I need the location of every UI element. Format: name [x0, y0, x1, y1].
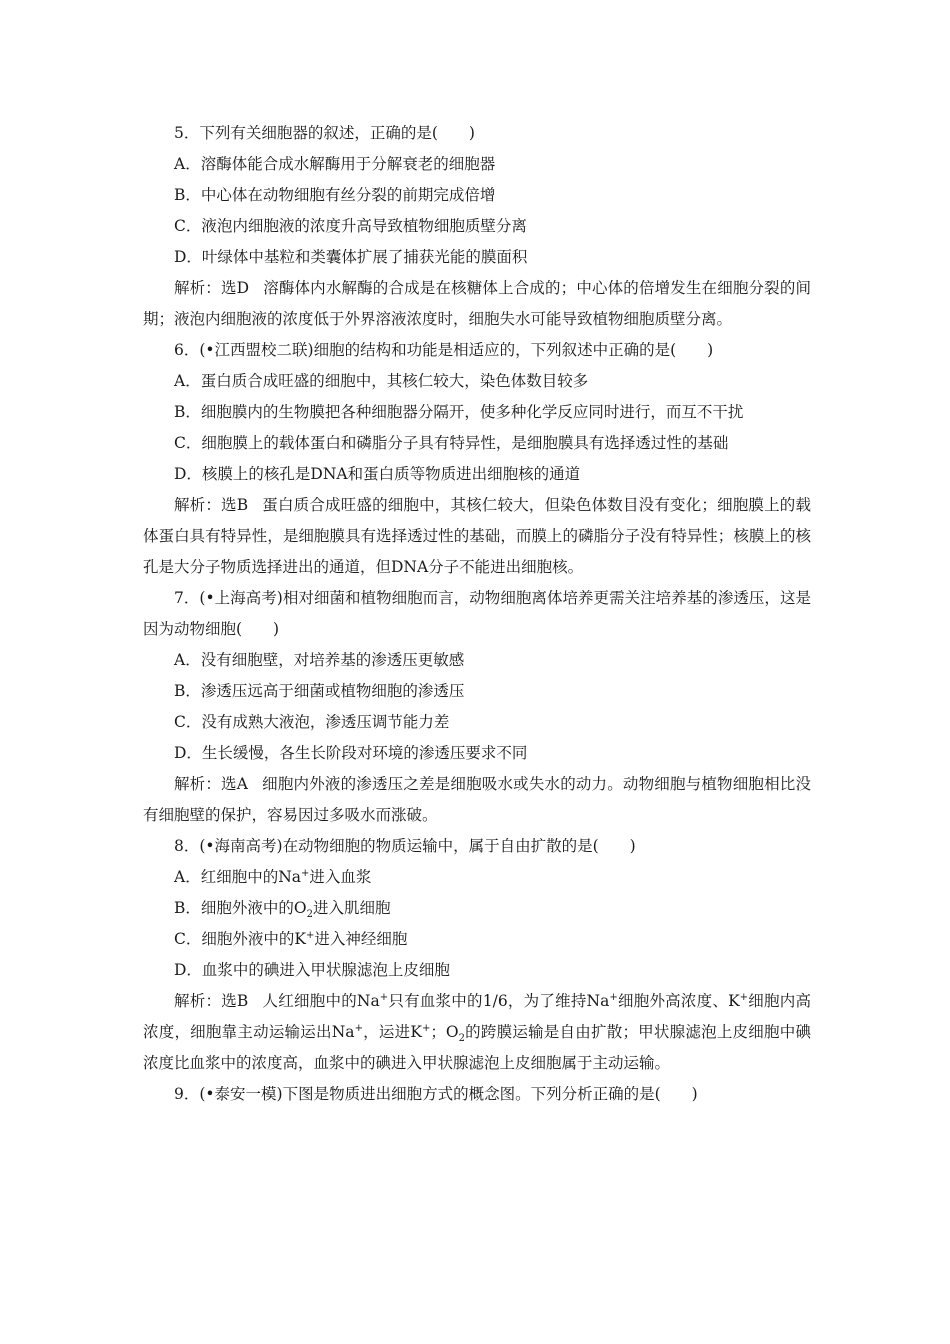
question-6-analysis [143, 490, 811, 583]
question-7-analysis [143, 769, 811, 831]
analysis-answer: 解析：选B [174, 992, 249, 1010]
question-5-option-a: A．溶酶体能合成水解酶用于分解衰老的细胞器 [174, 155, 496, 173]
question-8-analysis: 解析：选B 人红细胞中的Na+只有血浆中的1/6，为了维持Na+细胞外高浓度、K+细胞内高浓度，细胞靠主动运输运出Na+，运进K+；$O_2$的跨膜运输是自由扩散；甲状腺滤泡上皮细胞中碘浓度比血浆中的浓度高，血浆中的碘进入甲状腺滤泡上皮细胞属于主动运输。 [143, 991, 811, 1072]
question-5-option-d: D．叶绿体中基粒和类囊体扩展了捕获光能的膜面积 [174, 248, 528, 266]
analysis-answer: 解析：选A [174, 775, 248, 793]
question-6-option-c: C．细胞膜上的载体蛋白和磷脂分子具有特异性，是细胞膜具有选择透过性的基础 [174, 434, 729, 452]
question-7-option-a: A．没有细胞壁，对培养基的渗透压更敏感 [174, 651, 465, 669]
question-8-option-b: B．细胞外液中的$O_2$进入肌细胞 [174, 899, 391, 921]
question-6-option-a: A．蛋白质合成旺盛的细胞中，其核仁较大，染色体数目较多 [174, 372, 589, 390]
analysis-answer: 解析：选B [174, 496, 249, 514]
analysis-text: 蛋白质合成旺盛的细胞中，其核仁较大，但染色体数目没有变化；细胞膜上的载体蛋白具有特异性，是细胞膜具有选择透过性的基础，而膜上的磷脂分子没有特异性；核膜上的核孔是大分子物质选择进出的通道，但DNA分子不能进出细胞核。 [143, 496, 811, 576]
question-5-analysis [143, 273, 811, 335]
question-6-option-b: B．细胞膜内的生物膜把各种细胞器分隔开，使多种化学反应同时进行，而互不干扰 [174, 403, 744, 421]
analysis-answer: 解析：选D [174, 279, 250, 297]
question-7-option-b: B．渗透压远高于细菌或植物细胞的渗透压 [174, 682, 465, 700]
question-8-option-a: A．红细胞中的Na+进入血浆 [174, 867, 372, 886]
question-6-option-d: D．核膜上的核孔是DNA和蛋白质等物质进出细胞核的通道 [174, 465, 581, 483]
analysis-text: 细胞内外液的渗透压之差是细胞吸水或失水的动力。动物细胞与植物细胞相比没有细胞壁的保护，容易因过多吸水而涨破。 [143, 775, 811, 824]
question-7-option-c: C．没有成熟大液泡，渗透压调节能力差 [174, 713, 450, 731]
question-5-option-c: C．液泡内细胞液的浓度升高导致植物细胞质壁分离 [174, 217, 527, 235]
analysis-text: 溶酶体内水解酶的合成是在核糖体上合成的；中心体的倍增发生在细胞分裂的间期；液泡内细胞液的浓度低于外界溶液浓度时，细胞失水可能导致植物细胞质壁分离。 [143, 279, 811, 328]
question-8-stem: 8．(•海南高考)在动物细胞的物质运输中，属于自由扩散的是( ) [174, 837, 636, 855]
question-7-stem: 7．(•上海高考)相对细菌和植物细胞而言，动物细胞离体培养更需关注培养基的渗透压，这是因为动物细胞( ) [143, 589, 811, 638]
question-5-stem: 5．下列有关细胞器的叙述，正确的是( ) [174, 124, 475, 142]
question-6-stem: 6．(•江西盟校二联)细胞的结构和功能是相适应的，下列叙述中正确的是( ) [174, 341, 714, 359]
question-8-option-c: C．细胞外液中的K+进入神经细胞 [174, 929, 408, 948]
question-9-stem: 9．(•泰安一模)下图是物质进出细胞方式的概念图。下列分析正确的是( ) [174, 1085, 698, 1103]
question-8-option-d: D．血浆中的碘进入甲状腺滤泡上皮细胞 [174, 961, 450, 979]
document-content [143, 118, 811, 1110]
question-5-option-b: B．中心体在动物细胞有丝分裂的前期完成倍增 [174, 186, 496, 204]
question-7-option-d: D．生长缓慢，各生长阶段对环境的渗透压要求不同 [174, 744, 528, 762]
